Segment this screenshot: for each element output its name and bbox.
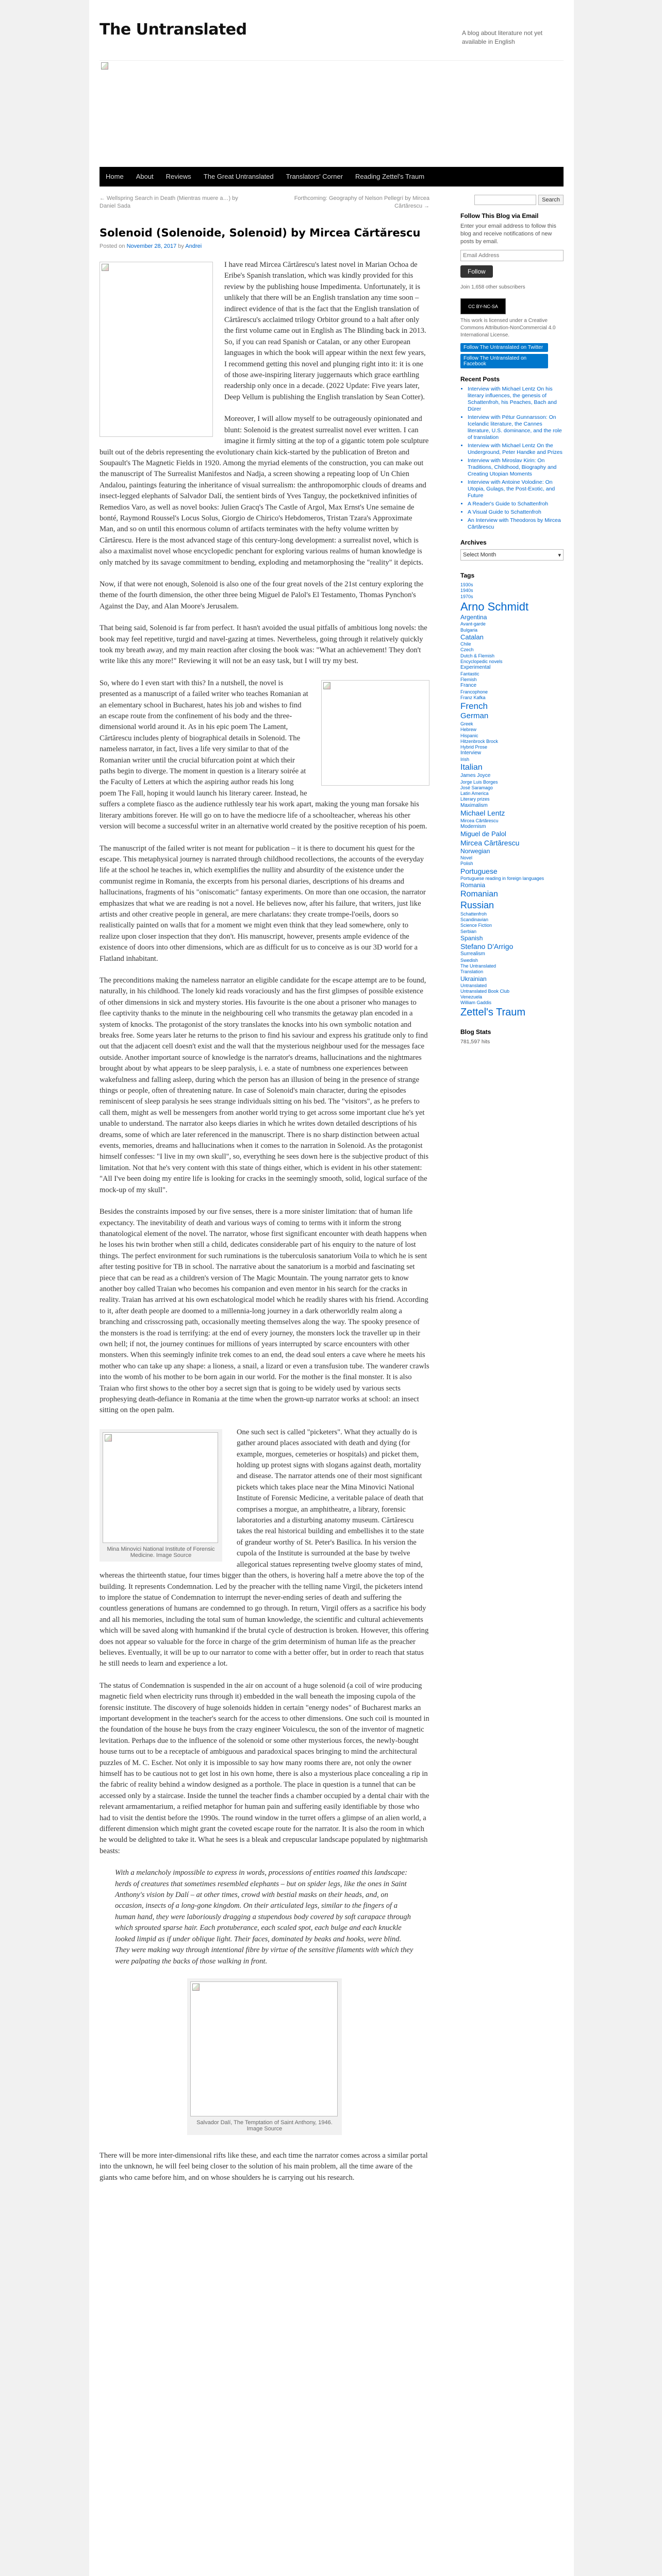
tag-link[interactable]: Arno Schmidt xyxy=(460,600,529,613)
tag-link[interactable]: Norwegian xyxy=(460,848,490,855)
broken-image-icon xyxy=(105,1434,112,1442)
paragraph: The preconditions making the nameless narrator an eligible candidate for the escape attempt are to be found, naturally, in his childhood. The lonely kid reads voraciously and has the first glimpses of possible existence of other dimensions in sick and mystery stories. His favourite is the one about a prisoner who manages to flee captivity thanks to the minute in the neighbouring cell who transmits the getaway plan encoded in a system of knocks. The protagonist of the story translates the knocks into his own symbolic notation and breaks free. Some years later he returns to the prison to find his saviour and express his gratitude only to find out that the adjacent cell doesn't exist and the wall that the mysterious neighbour used for the messages face outside. Another important source of knowledge is the narrator's dreams, hallucinations and the nightmares brought about by what appears to be sleep paralysis, i. e. a state of numbness one experiences between wakefulness and falling asleep, during which the person has an illusion of being in the presence of strange things or people, often of threatening nature. In case of Solenoid's main character, during the episodes reminiscent of sleep paralysis he sees strange individuals sitting on his bed. The "visitors", as he prefers to call them, might as well be messengers from another world trying to get across some important clue he's yet unable to understand. The narrator also keeps diaries in which he writes down detailed descriptions of his dreams, some of which are later referenced in the manuscript. There is no sharp distinction between actual events, memories, dreams and hallucinations when it comes to the narration in Solenoid. As the protagonist himself confesses: "I live in my own skull", so, everything he sees down here is the subjective product of this limitation. Not that he's very content with this state of things either, which is evident in his other statement: "All I've been doing my entire life is looking for cracks in the seemingly smooth, solid, logical surface of the mock-up of my skull". xyxy=(100,976,429,1194)
tag-link[interactable]: French xyxy=(460,701,488,711)
menu-item-about[interactable]: About xyxy=(136,173,154,180)
follow-widget-text: Enter your email address to follow this blog and receive notifications of new posts by email. xyxy=(460,223,556,245)
archives-dropdown[interactable] xyxy=(460,549,564,561)
tag-link[interactable]: Michael Lentz xyxy=(460,809,505,817)
main-content xyxy=(100,195,429,2194)
broken-image-icon xyxy=(192,1984,200,1991)
archives-selected: Select Month xyxy=(463,552,496,558)
recent-post-link[interactable]: • Interview with Michael Lentz On the Underground, Peter Handke and Prizes xyxy=(468,443,564,456)
tag-link[interactable]: Polish xyxy=(460,861,473,867)
search-input[interactable] xyxy=(474,195,536,205)
follow-button[interactable]: Follow xyxy=(460,265,493,278)
search-button[interactable]: Search xyxy=(538,195,564,205)
tag-link[interactable]: Novel xyxy=(460,855,473,860)
tag-link[interactable]: Portuguese xyxy=(460,867,498,875)
paragraph: Besides the constraints imposed by our five senses, there is a more sinister limitation: that of human life expectancy. The inevitability of death and various ways of coming to terms with it inform the strong thanatological element of the novel. The narrator, whose first significant encounter with death happens when he loses his twin brother when still a child, dedicates considerable part of his enquiry to the nature of lost things. The perfect environment for such ruminations is the tuberculosis sanatorium Voila to which he is sent after testing positive for TB in school. The narrative about the sanatorium is a morbid and fascinating set piece that can be read as a children's version of The Magic Mountain. The young narrator gets to know another boy called Traian who becomes his companion and even mentor in his search for the cracks in reality. Traian has arrived at his own eschatological model which he readily shares with his friend. According to it, after death people are doomed to a millennia-long journey in a dark otherworldly realm along a branching and crisscrossing path, occasionally meeting themselves along the way. The spooky presence of the monsters is the road is terrifying: at the end of every journey, the monsters lock the traveller up in their own hell; if not, the journey continues for millions of years interrupted by scarce encounters with other monsters. When this seemingly infinite trek comes to an end, the dead soul enters a cave where he meets his mother who can take up any shape: a lioness, a snail, a lizard or even a transfusion tube. The wanderer crawls into the womb of his mother to be born again in our world. For the mother is the final monster. It is also Traian who first shows to the other boy a secret sign that is going to be widely used by various sects prophesying death-defiance in Romania at the time when the grown-up narrator works at school: an insect sitting on the open palm. xyxy=(100,1208,429,1415)
tag-link[interactable]: Miguel de Palol xyxy=(460,830,506,838)
broken-image-icon xyxy=(102,264,109,271)
recent-post-link[interactable]: • A Visual Guide to Schattenfroh xyxy=(468,509,564,516)
chevron-down-icon: ▾ xyxy=(558,552,561,558)
paragraph: The status of Condemnation is suspended in the air on account of a huge solenoid (a coil of wire producing magnetic field when electricity runs through it) embedded in the wall beneath the imposing cupola of the forensic institute. The discovery of huge solenoids hidden in certain "energy nodes" of Bucharest marks an important development in the teacher's search for the access to other dimensions. One such coil is mounted in the foundation of the house he buys from the crazy engineer Voiculescu, the son of the inventor of magnetic levitation. Perhaps due to the influence of the solenoid or some other mysterious forces, the newly-bought house turns out to be a receptacle of ambiguous and paradoxical spaces bringing to mind the architectural puzzles of M. C. Escher. Not only it is impossible to say how many rooms there are, not only the owner himself has to be cautious not to get lost in his own home, there is also a mysterious place concealing a rip in the fabric of reality behind a window designed as a porthole. The place in question is a tunnel that can be accessed only by a staircase. Inside the tunnel the teacher finds a chamber occupied by a dental chair with the relevant armamentarium, a reified metaphor for human pain and suffering easily identifiable by those who had to visit the dentist before the 1990s. The round window in the turret offers a glimpse of an alien world, a different dimension which might grant the coveted escape route for the narrator. It is also the room in which he would be delighted to take it. What he sees is a bleak and crepuscular landscape populated by nightmarish beasts: xyxy=(100,1681,429,1855)
post-title[interactable]: Solenoid (Solenoide, Solenoid) by Mircea Cărtărescu xyxy=(100,227,421,239)
site-title[interactable]: The Untranslated xyxy=(100,21,247,39)
main-menu xyxy=(100,167,564,187)
paragraph: The manuscript of the failed writer is not meant for publication – it is there to document his quest for the escape. This metaphysical journey is narrated through childhood recollections, the accounts of the everyday life at the school he teaches in, which exemplifies the nullity and absurdity of the existence under the communist regime in Romania, the excerpts from his personal diaries, descriptions of his dreams and hallucinations, fragments of his "oniscomatic" fantasy experiments. On more than one occasion, the narrator emphasizes that what we are reading is not a novel. He believes now, after his failure, that writers, just like artists and other creative people in general, are mere charlatans: they create trompe-l'oeils, doors so realistically painted on walls that for a moment we might even think that they lead somewhere, only to realize upon closer inspection that they don't. His manuscript, however, presents ample evidence of the existence of doors into other dimensions, which are as difficult for us to conceive as is our 3D world for a Flatland inhabitant. xyxy=(100,844,426,963)
post-content xyxy=(100,260,429,2183)
tag-link[interactable]: Spanish xyxy=(460,934,483,942)
paragraph: I have read Mircea Cărtărescu's latest novel in Marian Ochoa de Eribe's Spanish translation, which was kindly provided for this review by the publishing house Impedimenta. Unfortunately, it is unlikely that there will be an English translation any time soon – indirect evidence of that is the fact that the English translation of Cărtărescu's acclaimed trilogy Orbitor ground to a halt after only the first volume came out in English as The Blinding back in 2013. So, if you can read Spanish or Catalan, or any other European languages in which the book will appear within the next few years, I recommend getting this novel and plunging right into it: it is one of those awe-inspiring literary juggernauts which grace earthling readership only once in a decade. (2022 Update: Five years later, Deep Vellum is publishing the English translation by Sean Cotter). xyxy=(224,261,426,401)
archives-title: Archives xyxy=(460,539,487,546)
tag-link[interactable]: Science Fiction xyxy=(460,923,492,928)
header-image xyxy=(100,60,564,167)
figure-forensic-institute xyxy=(100,1429,222,1562)
tag-link[interactable]: Fantastic xyxy=(460,671,479,676)
twitter-follow-button[interactable]: Follow The Untranslated on Twitter xyxy=(460,343,548,352)
block-quote: With a melancholy impossible to express in words, processions of entities roamed this landscape: herds of creatures that sometimes resembled elephants – but on spider legs, like the ones in Saint Anthony's vision by Dalí – at other times, crowd with bestial masks on their heads, and, on occasion, insects of a long-gone kingdom. On their articulated legs, similar to the fingers of a human hand, they were laboriously dragging a stupendous body covered by soft carapace through which sprouted sparse hair. Each protuberance, each scaled spot, each bulge and each knuckle looked limpid as if under oblique light. Their faces, dominated by beaks and hooks, were blind. They were making way through intentional fibre by virtue of the sensitive filaments with which they were palpating the backs of those walking in front. xyxy=(115,1869,413,1965)
paragraph: That being said, Solenoid is far from perfect. It hasn't avoided the usual pitfalls of ambitious long novels: the book may feel repetitive, turgid and navel-gazing at times. Nevertheless, going through it relatively quickly took my breath away, and my main reaction after closing the book was: "What an achievement! They don't write like this any more!" Reviewing it will not be an easy task, but I will try my best. xyxy=(100,624,427,666)
tag-link[interactable]: Italian xyxy=(460,763,483,772)
meta-prefix: Posted on xyxy=(100,243,125,249)
post-meta xyxy=(100,243,429,249)
license-text: This work is licensed under a Creative Commons Attribution-NonCommercial 4.0 International License. xyxy=(460,318,556,338)
paragraph: Now, if that were not enough, Solenoid is also one of the four great novels of the 21st century exploring the theme of the fourth dimension, the other three being Miguel de Palol's El Testamento, Thomas Pynchon's Against the Day, and Alan Moore's Jerusalem. xyxy=(100,580,424,611)
image-caption: Salvador Dalí, The Temptation of Saint Anthony, 1946. Image Source xyxy=(196,2119,333,2132)
tag-link[interactable]: Russian xyxy=(460,900,494,911)
forensic-institute-image xyxy=(103,1432,218,1543)
tag-link[interactable]: Argentina xyxy=(460,614,487,621)
next-post-link[interactable]: Forthcoming: Geography of Nelson Pellegrí by Mircea Cărtărescu → xyxy=(294,195,429,209)
post-navigation xyxy=(100,195,429,210)
tag-link[interactable]: Translation xyxy=(460,969,484,975)
tag-link[interactable]: Czech xyxy=(460,647,474,653)
recent-post-link[interactable]: • Interview with Michael Lentz On his literary influences, the genesis of Schattenfroh, his Peaches, Bach and Dürer xyxy=(468,386,564,413)
tag-link[interactable]: Serbian xyxy=(460,928,477,934)
facebook-follow-button[interactable]: Follow The Untranslated on Facebook xyxy=(460,354,548,368)
tag-link[interactable]: Irish xyxy=(460,756,470,762)
tag-link[interactable]: Maximalism xyxy=(460,802,488,808)
figure-dali xyxy=(187,1978,342,2135)
blog-stats-title: Blog Stats xyxy=(460,1028,491,1036)
tags-title: Tags xyxy=(460,572,475,579)
recent-posts-title: Recent Posts xyxy=(460,376,500,383)
sidebar xyxy=(460,195,564,1045)
recent-post-link[interactable]: • Interview with Pétur Gunnarsson: On Icelandic literature, the Cannes literature, U.S. dominance, and the role of translation xyxy=(468,414,564,441)
follow-widget-title: Follow This Blog via Email xyxy=(460,212,539,219)
tag-link[interactable]: Swedish xyxy=(460,957,478,963)
recent-post-link[interactable]: • Interview with Antoine Volodine: On Utopia, Gulags, the Post-Exotic, and Future xyxy=(468,479,564,499)
site-description: A blog about literature not yet available in English xyxy=(462,29,543,45)
tag-link[interactable]: Latin America xyxy=(460,791,489,796)
tag-link[interactable]: Franz Kafka xyxy=(460,694,486,700)
tag-link[interactable]: Surrealism xyxy=(460,951,485,957)
tag-link[interactable]: 1930s xyxy=(460,582,473,587)
broken-image-icon xyxy=(323,682,330,689)
tag-link[interactable]: Literary prizes xyxy=(460,796,490,802)
tag-link[interactable]: German xyxy=(460,711,489,721)
post-author[interactable]: Andrei xyxy=(185,243,202,249)
menu-item-zettels-traum[interactable]: Reading Zettel's Traum xyxy=(355,173,425,180)
tag-link[interactable]: Untranslated Book Club xyxy=(460,988,510,994)
paragraph: Moreover, I will allow myself to be outrageously opinionated and blunt: Solenoid is the greatest surrealist novel ever written. I can imagine it firmly sitting at the top of a gigantic totem pole sculpture built out of the debris representing the evolutionary chain kick-started by the publication of Breton and Soupault's The Magnetic Fields in 1920. Among the myriad elements of the construction, you can make out the manuscript of The Surrealist Manifestos and Nadja, a screen showing a repeating loop of Un Chien Andalou, paintings featuring the inheritance of visual surrealism: the anthropomorphic clouds of dreams and insect-legged elephants of Salvador Dalí, the sentient birds of Yves Tanguy, the pocketknived infinities of Remedios Varo, as well as novel books: Julien Gracq's The Castle of Argol, Max Ernst's Une semaine de bonté, Raymond Roussel's Locus Solus, Giorgio de Chirico's Hebdomeros, Tristan Tzara's Approximate Man, and so on until this enormous column of artifacts terminates with the hefty volume written by Cărtărescu. Here is the most advanced stage of this century-long development: a surrealist novel, which is also a maximalist novel whose encyclopedic penchant for exploring various realms of human knowledge is only matched by its savage commitment to bending, exploding and metamorphosing the "reality" it depicts. xyxy=(100,415,429,567)
broken-image-icon xyxy=(100,61,109,70)
tag-link[interactable]: Avant-garde xyxy=(460,621,486,627)
paragraph: So, where do I even start with this? In a nutshell, the novel is presented as a manuscript of a failed writer who teaches Romanian at an elementary school in Bucharest, hates his job and wishes to find an escape route from the confinement of his body and the three-dimensional world around it. As in his epic poem The Lament, Cărtărescu includes plenty of biographical details in Solenoid. The nameless narrator, in fact, lives a life very similar to that of the Romanian writer until the crucial bifurcation point at which their paths begin to diverge. The moment in question is a literary soirée at the Faculty of Letters at which the aspiring author reads his long poem The Fall, hoping it would launch his literary career. Instead, he suffers a complete fiasco as the audience ruthlessly tear his work apart, making the young man forsake his literary ambitions forever. He will go on to have the mediocre life of a schoolteacher, whereas his other version will become a successful writer in an alternative world created by the positive reception of his poem. xyxy=(100,679,427,831)
tag-link[interactable]: Hispanic xyxy=(460,733,478,738)
recent-post-link[interactable]: • An Interview with Theodoros by Mircea Cărtărescu xyxy=(468,517,564,531)
menu-item-home[interactable]: Home xyxy=(106,173,124,180)
recent-post-link[interactable]: • A Reader's Guide to Schattenfroh xyxy=(468,501,564,507)
tag-link[interactable]: Mircea Cărtărescu xyxy=(460,818,499,823)
tag-link[interactable]: Experimental xyxy=(460,665,491,670)
tag-link[interactable]: Venezuela xyxy=(460,994,483,999)
tag-link[interactable]: José Saramago xyxy=(460,785,493,790)
blog-stats-hits: 781,597 hits xyxy=(460,1038,490,1045)
menu-item-great-untranslated[interactable]: The Great Untranslated xyxy=(203,173,274,180)
tag-link[interactable]: Modernism xyxy=(460,823,486,829)
menu-item-reviews[interactable]: Reviews xyxy=(166,173,191,180)
tag-link[interactable]: Hybrid Prose xyxy=(460,744,488,750)
tag-link[interactable]: Chile xyxy=(460,641,471,647)
menu-item-translators-corner[interactable]: Translators' Corner xyxy=(286,173,343,180)
tag-link[interactable]: 1970s xyxy=(460,594,473,599)
tag-link[interactable]: Interview xyxy=(460,750,482,756)
recent-posts-list xyxy=(460,386,564,531)
tag-link[interactable]: Untranslated xyxy=(460,982,487,988)
tag-link[interactable]: France xyxy=(460,683,477,688)
image-caption: Mina Minovici National Institute of Forensic Medicine. Image Source xyxy=(107,1546,215,1558)
tag-link[interactable]: Romanian xyxy=(460,890,498,899)
meta-by: by xyxy=(178,243,184,249)
tag-link[interactable]: Greek xyxy=(460,721,473,726)
paragraph: One such sect is called "picketers". What they actually do is gather around places associated with death and dying (for example, morgues, cemeteries or hospitals) and picket them, holding up protest signs with slogans against death, mortality and disease. The narrator attends one of their most significant pickets which takes place near the Mina Minovici National Institute of Forensic Medicine, a veritable palace of death that comprises a morgue, an amphitheatre, a library, forensic laboratories and a disturbing anatomy museum. Cărtărescu takes the real historical building and embellishes it to the state of grandeur worthy of St. Peter's Basilica. In his version the cupola of the Institute is surrounded at the base by twelve allegorical statues representing twelve gloomy states of mind, whereas the thirteenth statue, four times bigger than the others, is hovering half a metre above the top of the building. It represents Condemnation. Led by the preacher with the telling name Virgil, the picketers intend to implore the statue of Condemnation to interrupt the never-ending series of death and suffering the countless generations of humans are condemned to go through. In return, Virgil offers as a sacrifice his body and all his memories, including the total sum of human knowledge, the scientific and cultural achievements which will be saved along with humankind if the brutal cycle of destruction is broken. However, this offering does not appear so valuable for the force in charge of the grim determinism of human life as the preacher believes. Eventually, it will be up to our narrator to come with a better offer, but in order to reach that status he still needs to learn and experience a lot. xyxy=(100,1428,429,1668)
tag-link[interactable]: The Untranslated xyxy=(460,963,496,969)
tag-link[interactable]: Francophone xyxy=(460,689,488,694)
book-cover-image xyxy=(100,262,213,437)
tag-link[interactable]: Catalan xyxy=(460,633,484,641)
tag-cloud xyxy=(460,582,564,1019)
tag-link[interactable]: Stefano D'Arrigo xyxy=(460,942,514,951)
tag-link[interactable]: Flemish xyxy=(460,676,477,682)
tag-link[interactable]: 1940s xyxy=(460,588,473,594)
tag-link[interactable]: Zettel's Traum xyxy=(460,1006,526,1018)
tag-link[interactable]: Hebrew xyxy=(460,727,477,733)
tag-link[interactable]: Ukrainian xyxy=(460,975,487,982)
post-date[interactable]: November 28, 2017 xyxy=(126,243,177,249)
creative-commons-badge[interactable]: CC BY-NC-SA xyxy=(460,298,506,314)
dali-painting-image xyxy=(190,1981,338,2116)
followers-count: Join 1,658 other subscribers xyxy=(460,284,525,290)
author-photo xyxy=(321,680,429,786)
search-form xyxy=(460,195,564,205)
tag-link[interactable]: William Gaddis xyxy=(460,1000,492,1006)
tag-link[interactable]: Jorge Luis Borges xyxy=(460,779,498,785)
tag-link[interactable]: Portuguese reading in foreign languages xyxy=(460,876,544,881)
page xyxy=(89,0,574,2576)
tag-link[interactable]: Romania xyxy=(460,882,486,889)
email-field[interactable] xyxy=(460,250,564,261)
site-header xyxy=(89,0,574,188)
tag-link[interactable]: Bulgaria xyxy=(460,627,478,633)
tag-link[interactable]: Schattenfroh xyxy=(460,911,487,917)
tag-link[interactable]: Hitzenbrock Brock xyxy=(460,738,499,744)
tag-link[interactable]: Encyclopedic novels xyxy=(460,658,503,664)
recent-post-link[interactable]: • Interview with Miroslav Kirin: On Traditions, Childhood, Biography and Creating Utopian Moments xyxy=(468,457,564,478)
previous-post-link[interactable]: ← Wellspring Search in Death (Mientras muere a…) by Daniel Sada xyxy=(100,195,238,209)
paragraph: There will be more inter-dimensional rifts like these, and each time the narrator comes across a similar portal into the unknown, he will feel being closer to the solution of his main problem, all the time aware of the giants who came before him, and on whose shoulders he is carrying out his research. xyxy=(100,2151,428,2182)
tag-link[interactable]: Dutch & Flemish xyxy=(460,653,495,658)
tag-link[interactable]: James Joyce xyxy=(460,773,491,778)
tag-link[interactable]: Mircea Cărtărescu xyxy=(460,838,520,847)
tag-link[interactable]: Scandinavian xyxy=(460,917,489,922)
